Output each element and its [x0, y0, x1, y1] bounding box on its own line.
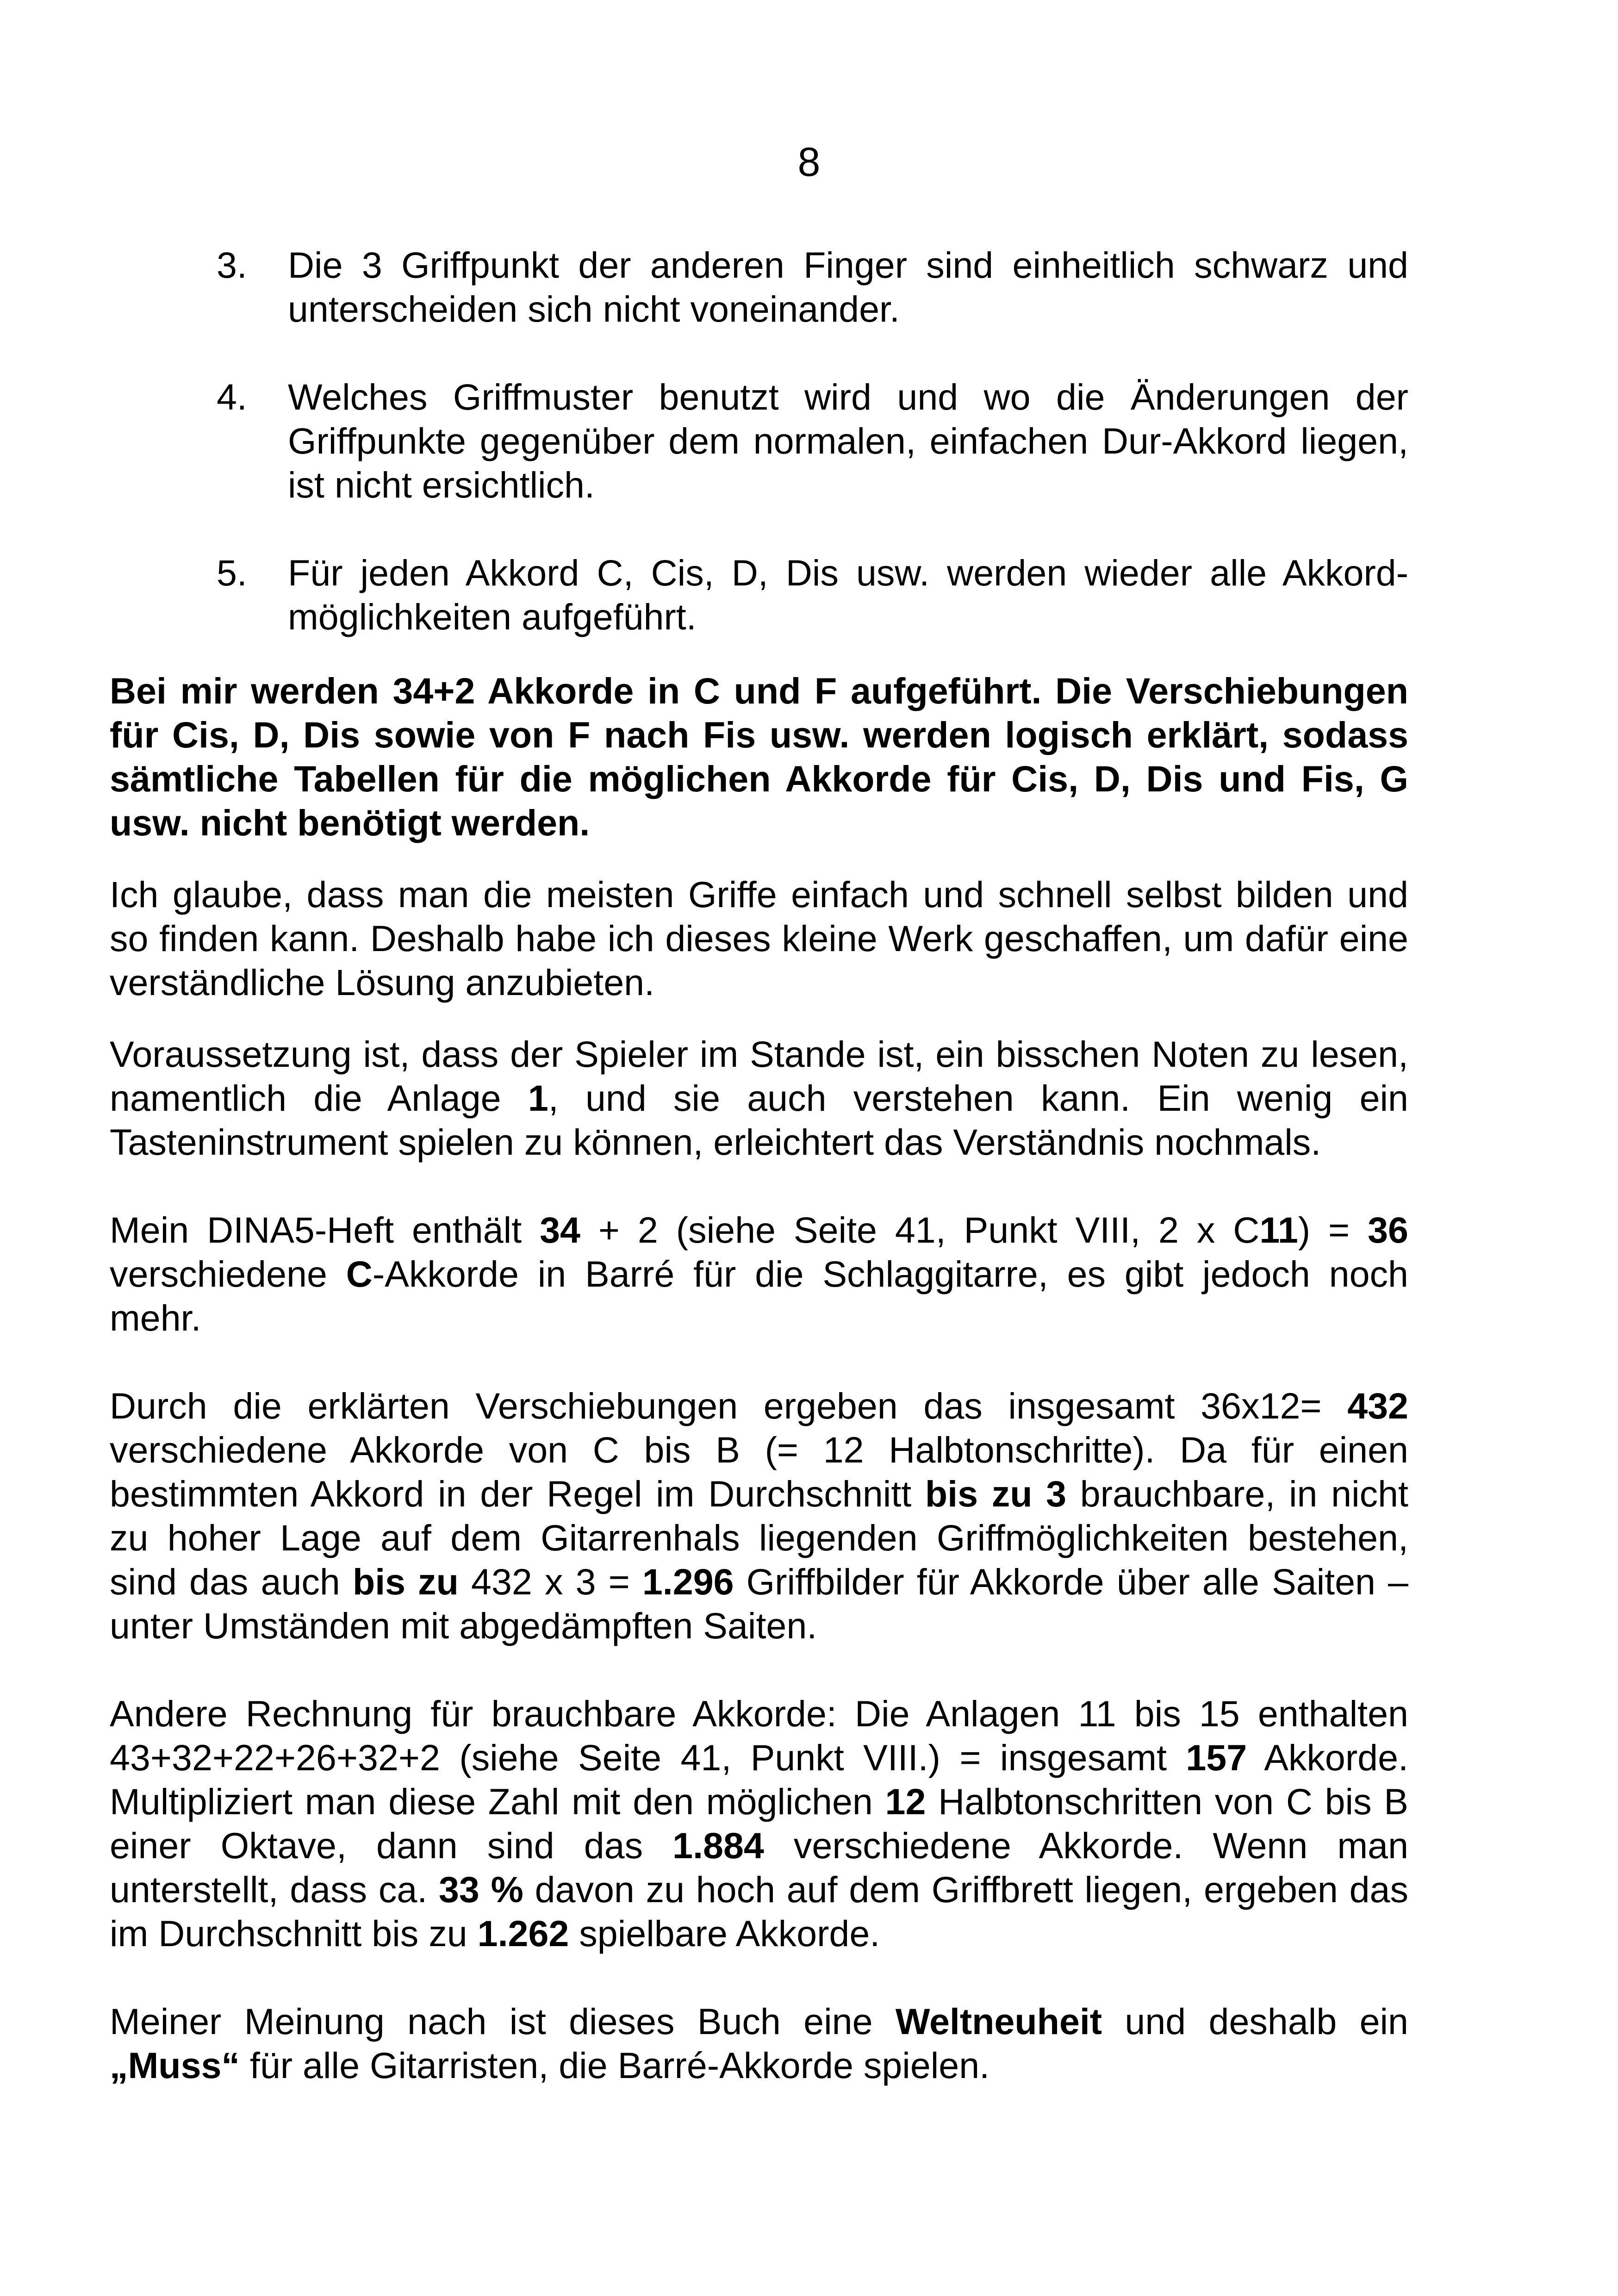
list-item — [110, 551, 1408, 639]
list-item-number: 4. — [217, 376, 247, 417]
list-item-number: 5. — [217, 552, 247, 593]
paragraph-meinung: Meiner Meinung nach ist dieses Buch eine Weltneuheit und deshalb ein „Muss“ für alle Gitarristen, die Barré-Akkorde spielen. — [110, 2001, 1408, 2086]
paragraph-rechnung: Andere Rechnung für brauchbare Akkorde: Die Anlagen 11 bis 15 enthalten 43+32+22+26+32+2 (siehe Seite 41, Punkt VIII.) = insgesamt 157 Akkorde. Multipliziert man diese Zahl mit den möglichen 12 Halbtonschritten von C bis B einer Oktave, dann sind das 1.884 verschiedene Akkorde. Wenn man unterstellt, dass ca. 33 % davon zu hoch auf dem Griffbrett liegen, ergeben das im Durchschnitt bis zu 1.262 spielbare Akkorde. — [110, 1693, 1408, 1954]
page-number: 8 — [797, 139, 821, 185]
list-item — [110, 243, 1408, 331]
page-content — [110, 243, 1408, 2087]
paragraph-glaube: Ich glaube, dass man die meisten Griffe einfach und schnell selbst bilden und so finden kann. Deshalb habe ich dieses kleine Werk geschaffen, um dafür eine verständliche Lösung anzubieten. — [110, 874, 1408, 1003]
numbered-list — [110, 243, 1408, 639]
bold-paragraph: Bei mir werden 34+2 Akkorde in C und F aufgeführt. Die Verschiebungen für Cis, D, Dis sowie von F nach Fis usw. werden logisch erklärt, sodass sämtliche Tabellen für die möglichen Akkorde für Cis, D, Dis und Fis, G usw. nicht benötigt werden. — [110, 670, 1408, 843]
paragraph-verschiebungen: Durch die erklärten Verschiebungen ergeben das insgesamt 36x12= 432 verschiedene Akkorde von C bis B (= 12 Halbtonschritte). Da für einen bestimmten Akkord in der Regel im Durchschnitt bis zu 3 brauchbare, in nicht zu hoher Lage auf dem Gitarrenhals liegenden Griffmöglichkeiten bestehen, sind das auch bis zu 432 x 3 = 1.296 Griffbilder für Akkorde über alle Saiten – unter Umständen mit abgedämpften Saiten. — [110, 1385, 1409, 1646]
list-item-text: Welches Griffmuster benutzt wird und wo die Änderungen der Griffpunkte gegenüber dem normalen, einfachen Dur-Akkord liegen, ist nicht ersichtlich. — [288, 376, 1408, 505]
paragraph-voraussetzung: Voraussetzung ist, dass der Spieler im Stande ist, ein bisschen Noten zu lesen, namentlich die Anlage 1, und sie auch verstehen kann. Ein wenig ein Tasteninstrument spielen zu können, erleichtert das Verständnis nochmals. — [110, 1033, 1408, 1163]
list-item-number: 3. — [217, 244, 247, 286]
list-item — [110, 375, 1408, 507]
list-item-text: Die 3 Griffpunkt der anderen Finger sind einheitlich schwarz und unterscheiden sich nicht voneinander. — [288, 244, 1408, 330]
paragraph-dina5: Mein DINA5-Heft enthält 34 + 2 (siehe Seite 41, Punkt VIII, 2 x C11) = 36 verschiedene C-Akkorde in Barré für die Schlaggitarre, es gibt jedoch noch mehr. — [110, 1209, 1408, 1338]
list-item-text: Für jeden Akkord C, Cis, D, Dis usw. werden wieder alle Akkord-möglichkeiten aufgeführt. — [288, 552, 1408, 637]
